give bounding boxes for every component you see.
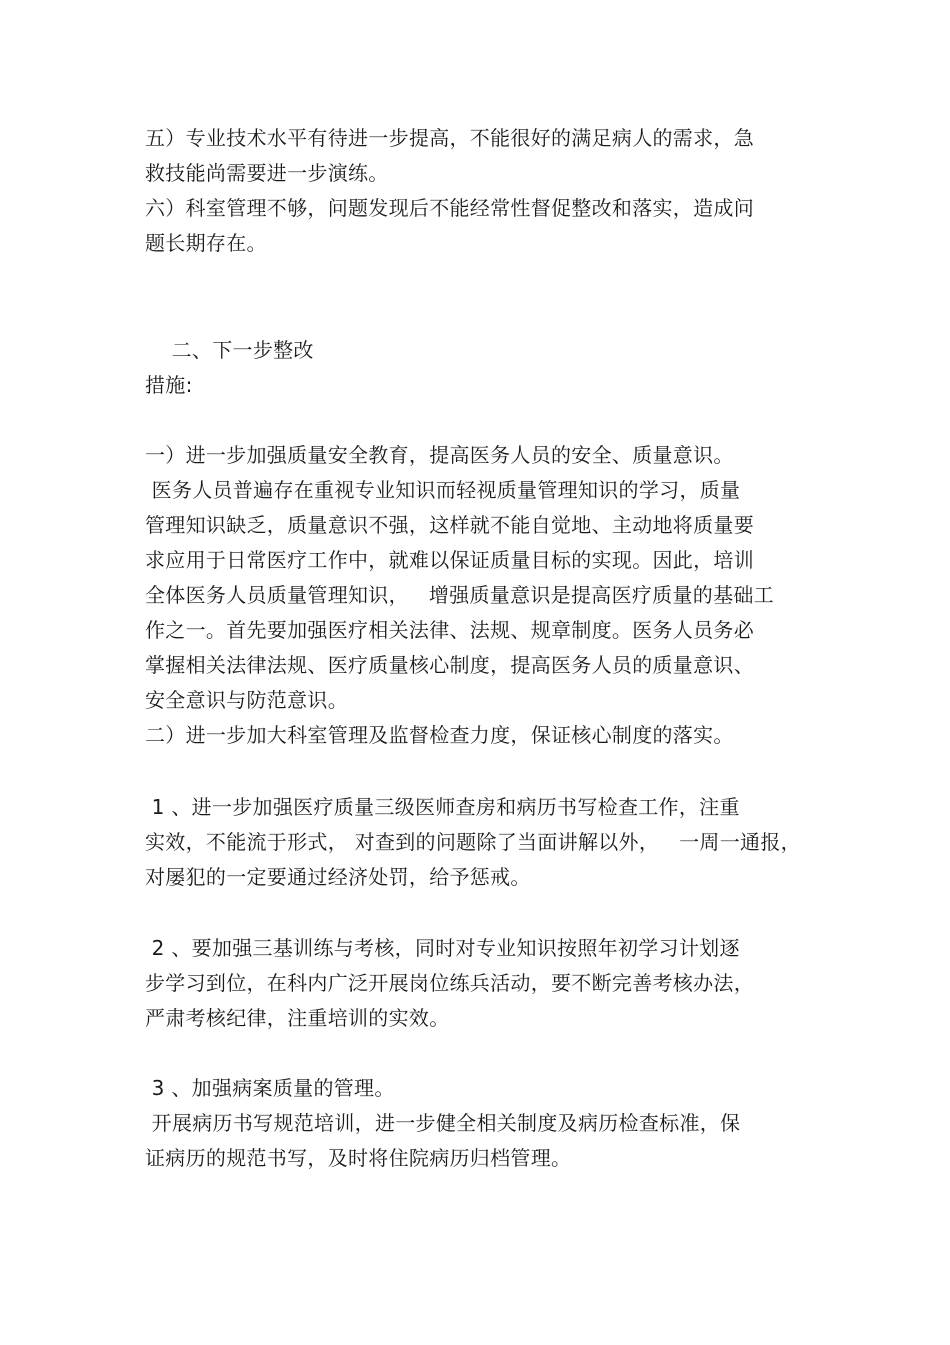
text-line: 求应用于日常医疗工作中，就难以保证质量目标的实现。因此，培训	[145, 548, 754, 572]
text-line: 严肃考核纪律，注重培训的实效。	[145, 1006, 450, 1030]
text-line: 一）进一步加强质量安全教育，提高医务人员的安全、质量意识。	[145, 443, 734, 467]
text-line: 开展病历书写规范培训，进一步健全相关制度及病历检查标准，保	[145, 1111, 741, 1135]
text-line: 3 、加强病案质量的管理。	[145, 1076, 395, 1100]
text-line: 题长期存在。	[145, 231, 267, 255]
text-line: 救技能尚需要进一步演练。	[145, 161, 389, 185]
text-line: 步学习到位，在科内广泛开展岗位练兵活动，要不断完善考核办法，	[145, 971, 754, 995]
section-heading: 二、下一步整改	[145, 338, 314, 362]
text-line: 五）专业技术水平有待进一步提高，不能很好的满足病人的需求，急	[145, 126, 754, 150]
text-line: 实效，不能流于形式， 对查到的问题除了当面讲解以外， 一周一通报，	[145, 830, 801, 854]
text-line: 证病历的规范书写，及时将住院病历归档管理。	[145, 1146, 572, 1170]
text-line: 措施:	[145, 373, 193, 397]
text-line: 全体医务人员质量管理知识， 增强质量意识是提高医疗质量的基础工	[145, 583, 774, 607]
text-line: 1 、进一步加强医疗质量三级医师查房和病历书写检查工作，注重	[145, 795, 740, 819]
text-line: 作之一。首先要加强医疗相关法律、法规、规章制度。医务人员务必	[145, 618, 754, 642]
text-line: 二）进一步加大科室管理及监督检查力度，保证核心制度的落实。	[145, 723, 734, 747]
text-line: 安全意识与防范意识。	[145, 688, 348, 712]
text-line: 掌握相关法律法规、医疗质量核心制度，提高医务人员的质量意识、	[145, 653, 754, 677]
text-line: 2 、要加强三基训练与考核，同时对专业知识按照年初学习计划逐	[145, 936, 740, 960]
text-line: 医务人员普遍存在重视专业知识而轻视质量管理知识的学习，质量	[145, 478, 741, 502]
text-line: 六）科室管理不够，问题发现后不能经常性督促整改和落实，造成问	[145, 196, 754, 220]
text-line: 管理知识缺乏，质量意识不强，这样就不能自觉地、主动地将质量要	[145, 513, 754, 537]
text-line: 对屡犯的一定要通过经济处罚，给予惩戒。	[145, 865, 531, 889]
